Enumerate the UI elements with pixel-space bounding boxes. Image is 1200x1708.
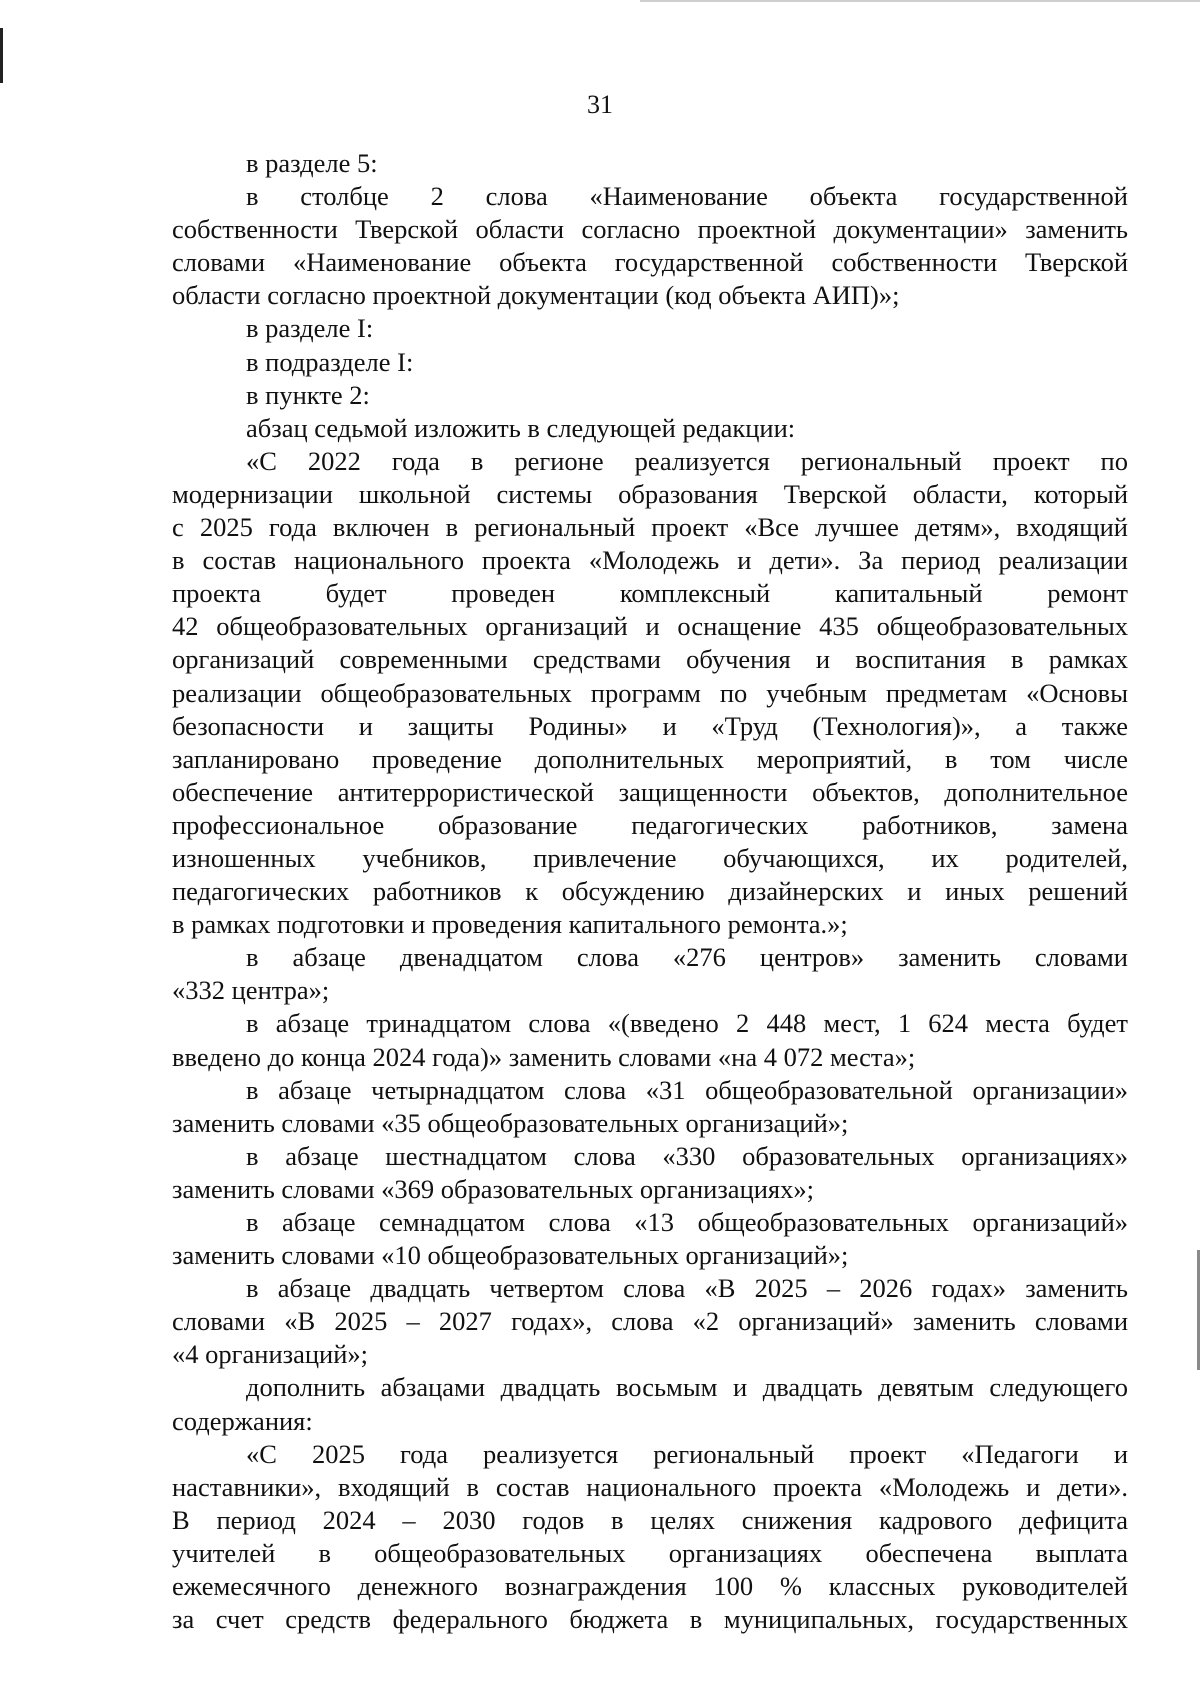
text-line: в абзаце тринадцатом слова «(введено 2 448 мест, 1 624 места будет [246, 1008, 1128, 1039]
text-line: реализации общеобразовательных программ по учебным предметам «Основы [172, 677, 1128, 708]
text-line: в разделе I: [246, 313, 374, 344]
text-line: ежемесячного денежного вознаграждения 100 % классных руководителей [172, 1571, 1128, 1602]
text-line: за счет средств федерального бюджета в муниципальных, государственных [172, 1604, 1128, 1635]
text-line: обеспечение антитеррористической защищенности объектов, дополнительное [172, 776, 1128, 807]
document-body [172, 147, 1128, 1636]
text-line: в абзаце семнадцатом слова «13 общеобразовательных организаций» [246, 1207, 1128, 1237]
text-line: словами «В 2025 – 2027 годах», слова «2 организаций» заменить словами [172, 1306, 1128, 1337]
text-line: заменить словами «10 общеобразовательных организаций»; [172, 1240, 849, 1271]
text-line: изношенных учебников, привлечение обучающихся, их родителей, [172, 842, 1128, 873]
text-line: области согласно проектной документации (код объекта АИП)»; [172, 280, 900, 311]
text-line: словами «Наименование объекта государственной собственности Тверской [172, 247, 1128, 278]
text-line: профессиональное образование педагогических работников, замена [172, 809, 1128, 840]
text-line: в разделе 5: [246, 148, 378, 178]
page-number: 31 [587, 90, 613, 119]
text-line: «С 2022 года в регионе реализуется региональный проект по [246, 445, 1128, 476]
scan-edge-left [0, 28, 3, 83]
text-line: в абзаце шестнадцатом слова «330 образовательных организациях» [246, 1140, 1128, 1171]
text-line: дополнить абзацами двадцать восьмым и двадцать девятым следующего [246, 1372, 1128, 1403]
text-line: «332 центра»; [172, 975, 330, 1006]
text-line: в абзаце двадцать четвертом слова «В 2025 – 2026 годах» заменить [246, 1273, 1128, 1304]
text-line: 42 общеобразовательных организаций и оснащение 435 общеобразовательных [172, 611, 1128, 642]
text-line: «4 организаций»; [172, 1339, 369, 1370]
text-line: проекта будет проведен комплексный капитальный ремонт [172, 578, 1128, 609]
text-line: «С 2025 года реализуется региональный проект «Педагоги и [246, 1438, 1128, 1469]
text-line: наставники», входящий в состав национального проекта «Молодежь и дети». [172, 1471, 1128, 1502]
text-line: абзац седьмой изложить в следующей редакции: [246, 412, 796, 443]
text-line: содержания: [172, 1405, 313, 1436]
text-line: собственности Тверской области согласно проектной документации» заменить [172, 214, 1128, 245]
text-line: в абзаце четырнадцатом слова «31 общеобразовательной организации» [246, 1074, 1128, 1105]
text-line: организаций современными средствами обучения и воспитания в рамках [172, 644, 1128, 675]
text-line: в столбце 2 слова «Наименование объекта государственной [246, 181, 1128, 212]
text-line: в абзаце двенадцатом слова «276 центров» заменить словами [246, 942, 1128, 973]
text-line: учителей в общеобразовательных организациях обеспечена выплата [172, 1537, 1128, 1568]
text-line: в пункте 2: [246, 379, 370, 410]
text-line: в состав национального проекта «Молодежь и дети». За период реализации [172, 545, 1128, 576]
text-line: В период 2024 – 2030 годов в целях снижения кадрового дефицита [172, 1504, 1128, 1535]
text-line: модернизации школьной системы образования Тверской области, который [172, 478, 1128, 509]
text-line: введено до конца 2024 года)» заменить словами «на 4 072 места»; [172, 1041, 916, 1072]
text-line: с 2025 года включен в региональный проект «Все лучшее детям», входящий [172, 512, 1128, 543]
text-line: заменить словами «35 общеобразовательных организаций»; [172, 1107, 849, 1138]
text-line: в рамках подготовки и проведения капитального ремонта.»; [172, 909, 848, 940]
text-line: запланировано проведение дополнительных мероприятий, в том числе [172, 743, 1128, 774]
text-line: безопасности и защиты Родины» и «Труд (Технология)», а также [172, 710, 1128, 741]
text-line: заменить словами «369 образовательных организациях»; [172, 1173, 814, 1204]
text-line: в подразделе I: [246, 346, 414, 377]
text-line: педагогических работников к обсуждению дизайнерских и иных решений [172, 876, 1128, 907]
scan-edge-top [640, 0, 1200, 2]
